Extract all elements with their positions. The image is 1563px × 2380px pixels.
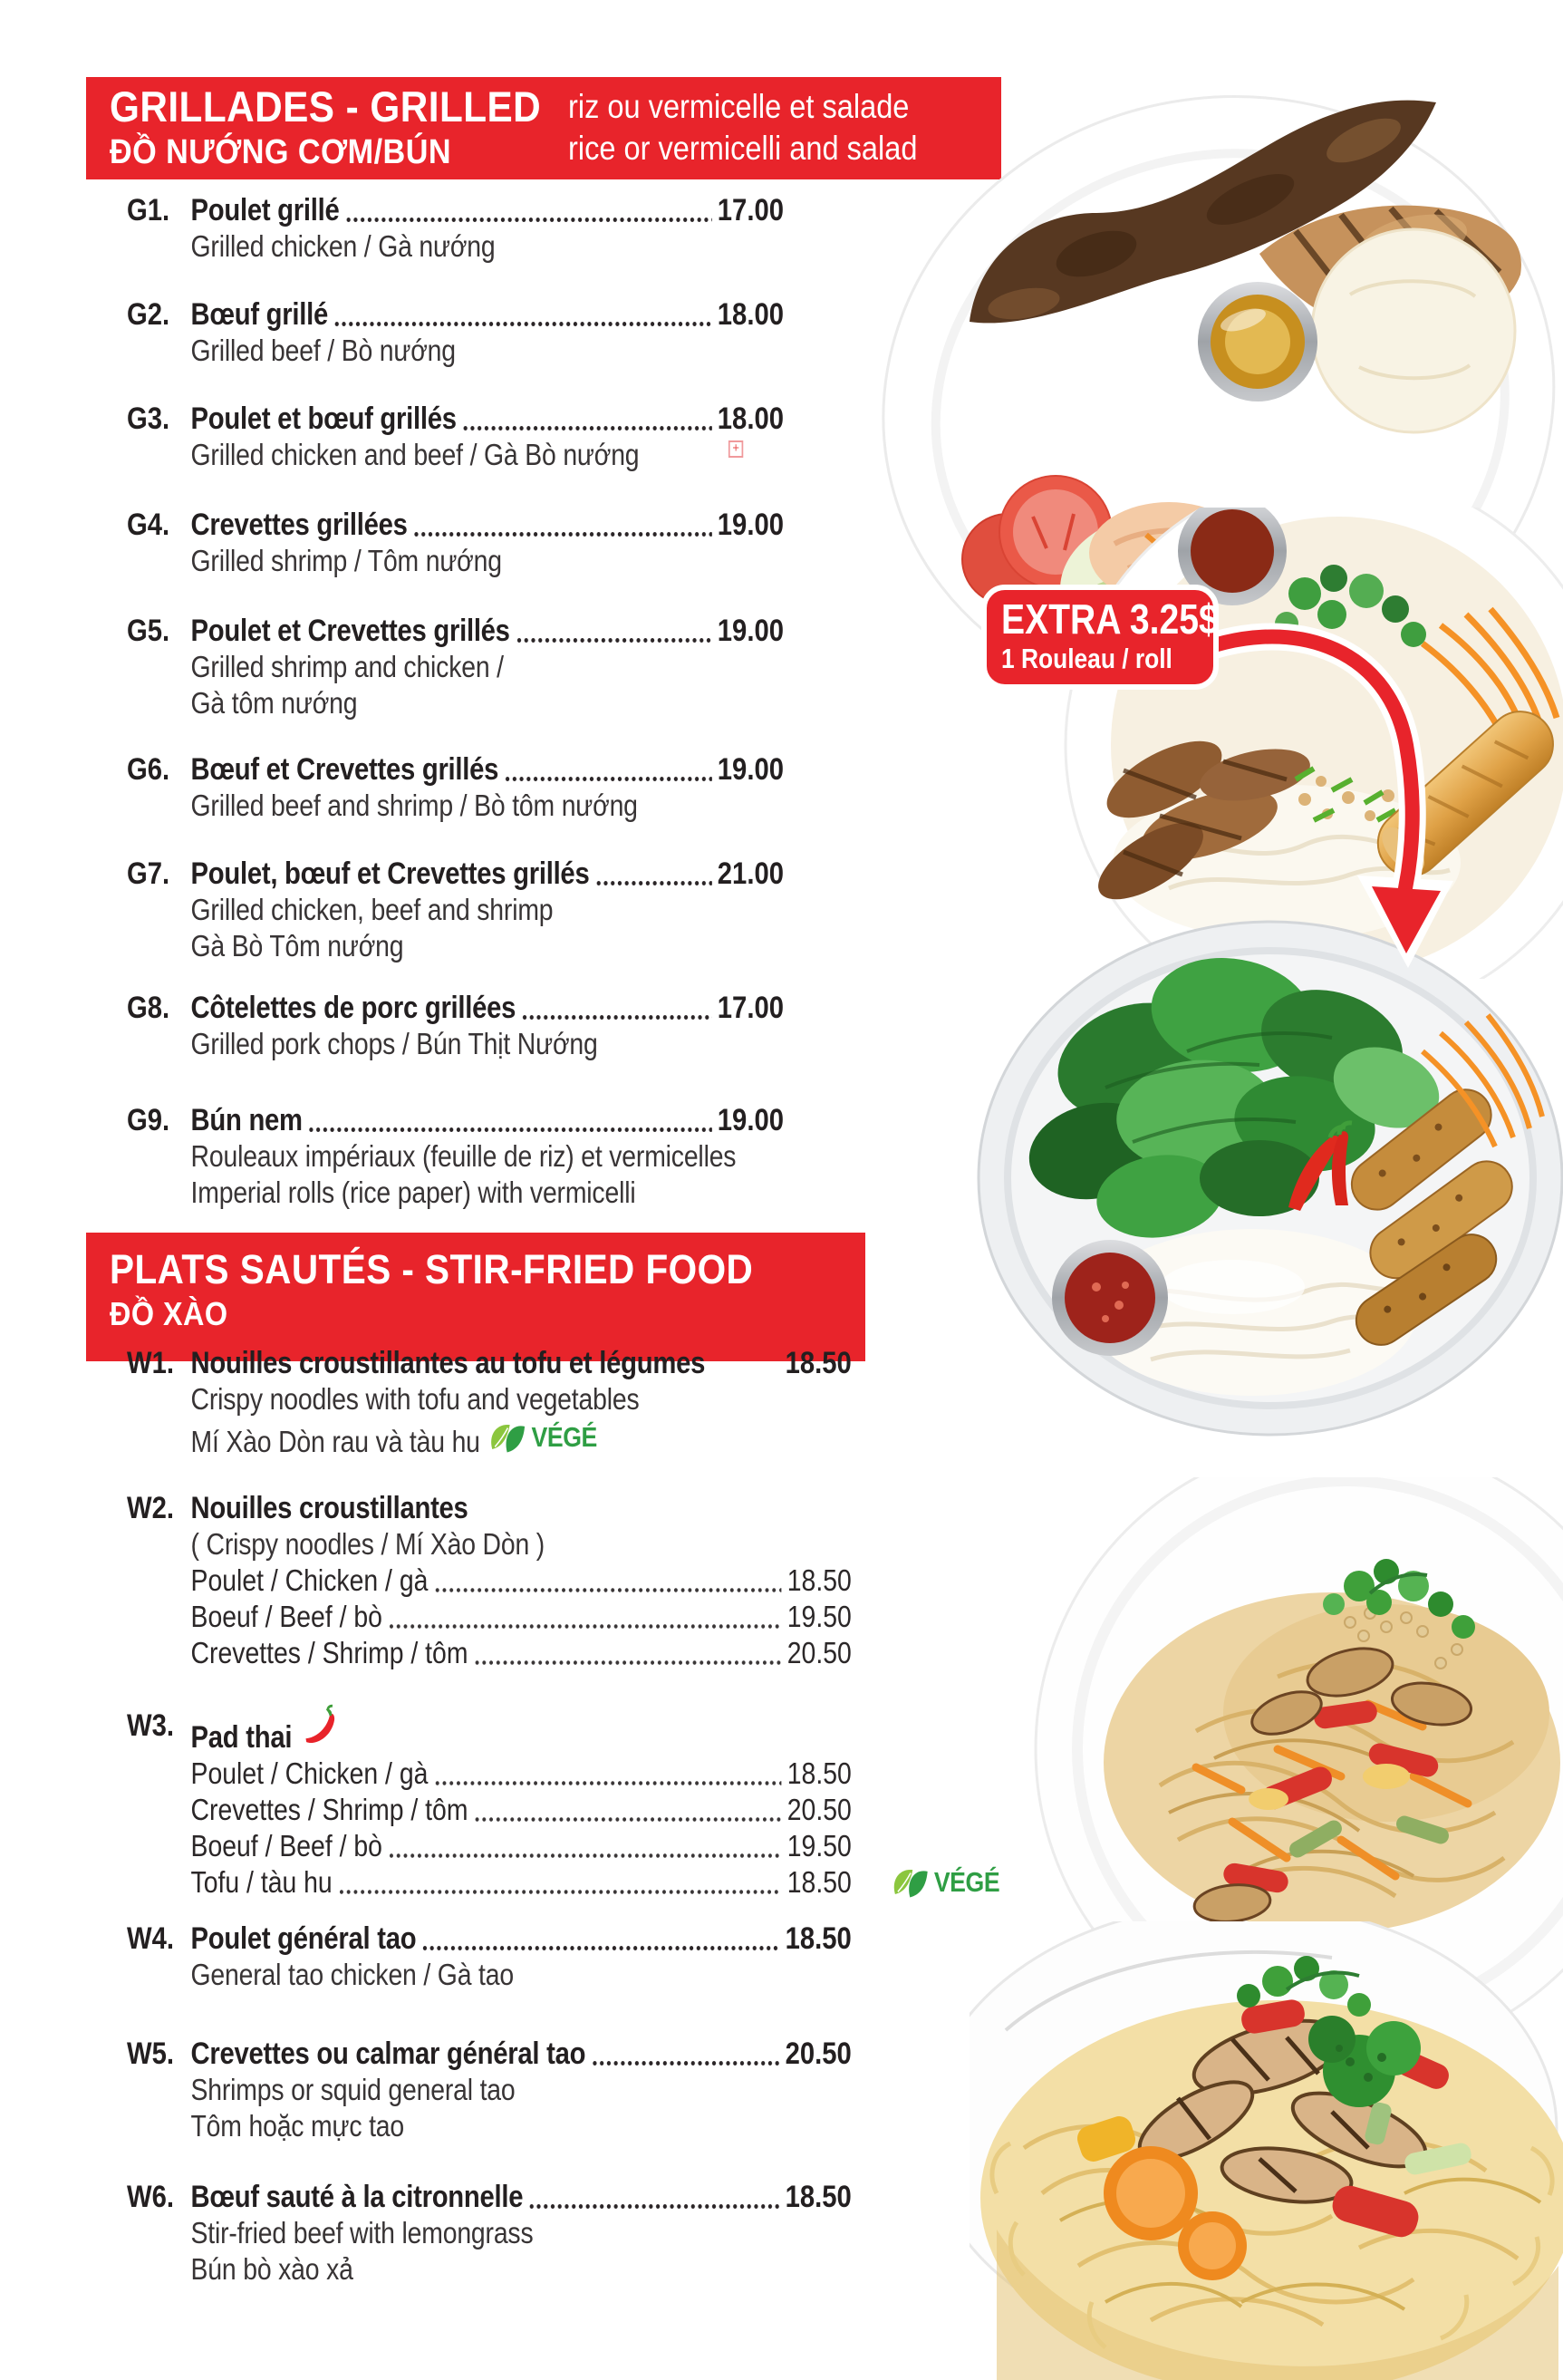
item-code: W4. [127, 1921, 174, 1956]
menu-item-g3 [127, 401, 784, 473]
menu-item-g7 [127, 856, 784, 964]
variant-name: Tofu / tàu hu [190, 1865, 333, 1899]
item-subtitle: ( Crispy noodles / Mí Xào Dòn ) [190, 1527, 545, 1561]
variant-row [191, 1756, 852, 1792]
photo-herb-platter-imperial-rolls [970, 906, 1563, 1441]
menu-item-w5 [127, 2036, 852, 2144]
section-title-fr: PLATS SAUTÉS - STIR-FRIED FOOD [110, 1246, 754, 1292]
dot-leader [413, 530, 712, 538]
variant-row [191, 1562, 852, 1599]
dot-leader [516, 636, 712, 644]
item-price: 21.00 [717, 856, 784, 891]
item-name: Crevettes ou calmar général tao [190, 2037, 586, 2071]
dot-leader [433, 1779, 781, 1787]
dot-leader [528, 2202, 779, 2211]
dot-leader [421, 1944, 779, 1952]
spacer [710, 1369, 779, 1377]
menu-item-g5 [127, 613, 784, 721]
section-title-vi: ĐỒ XÀO [110, 1295, 228, 1332]
vege-label: VÉGÉ [933, 1866, 1000, 1898]
item-name: Crevettes grillées [190, 508, 408, 542]
section-title-fr: GRILLADES - GRILLED [110, 82, 542, 131]
section-subtitle-en: rice or vermicelli and salad [568, 130, 918, 167]
dot-leader [433, 1586, 781, 1594]
item-desc: Stir-fried beef with lemongrass [190, 2216, 534, 2249]
item-desc: Grilled chicken, beef and shrimp [190, 893, 554, 926]
menu-item-g9 [127, 1102, 784, 1211]
item-price: 18.00 [717, 297, 784, 332]
chili-icon [296, 1703, 345, 1756]
item-price: 19.00 [717, 752, 784, 787]
arrow-icon [1178, 580, 1468, 970]
item-code: G6. [127, 752, 170, 787]
item-desc: Grilled chicken and beef / Gà Bò nướng [190, 438, 640, 471]
variant-name: Poulet / Chicken / gà [190, 1756, 429, 1790]
variant-price: 19.50 [786, 1600, 852, 1633]
variant-price: 20.50 [786, 1636, 852, 1669]
item-price: 19.00 [717, 614, 784, 648]
item-desc: Gà Bò Tôm nướng [190, 929, 404, 963]
item-desc: Shrimps or squid general tao [190, 2073, 516, 2106]
item-name: Bœuf sauté à la citronnelle [190, 2180, 524, 2214]
item-desc [191, 1417, 852, 1460]
item-price: 17.00 [717, 991, 784, 1025]
variant-row [191, 1828, 852, 1864]
item-desc: Crispy noodles with tofu and vegetables [190, 1382, 640, 1416]
item-code: G5. [127, 614, 170, 648]
menu-item-g8 [127, 990, 784, 1062]
item-desc: Grilled chicken / Gà nướng [190, 229, 496, 263]
section-header-grilled [86, 77, 1001, 179]
item-code: G8. [127, 991, 170, 1025]
dot-leader [504, 775, 712, 783]
item-desc-text: Mí Xào Dòn rau và tàu hu [190, 1425, 480, 1458]
vege-icon [890, 1862, 999, 1902]
vege-label: VÉGÉ [531, 1421, 597, 1453]
vege-icon [487, 1417, 597, 1457]
item-price: 17.00 [717, 193, 784, 227]
menu-item-w1 [127, 1345, 852, 1460]
item-code: W1. [127, 1346, 174, 1380]
item-code: G4. [127, 508, 170, 542]
item-desc: Grilled beef and shrimp / Bò tôm nướng [190, 788, 638, 822]
photo-crispy-noodle-nest [970, 1921, 1563, 2380]
item-code: W2. [127, 1491, 174, 1525]
variant-price: 18.50 [786, 1563, 852, 1597]
variant-row [190, 1864, 1000, 1901]
item-name: Bún nem [190, 1103, 303, 1137]
plus-marker: + [728, 440, 743, 458]
item-code: W3. [127, 1708, 174, 1743]
dot-leader [591, 2059, 779, 2067]
menu-item-w4 [127, 1920, 852, 1993]
item-price: 20.50 [785, 2037, 852, 2071]
variant-row [191, 1792, 852, 1828]
section-title-vi: ĐỒ NƯỚNG CƠM/BÚN [110, 133, 452, 171]
item-desc: Imperial rolls (rice paper) with vermicelli [190, 1175, 636, 1209]
menu-item-w2 [127, 1490, 852, 1671]
variant-row [191, 1635, 852, 1671]
variant-price: 19.50 [786, 1829, 852, 1862]
variant-name: Boeuf / Beef / bò [190, 1600, 382, 1633]
item-name: Nouilles croustillantes [190, 1491, 468, 1525]
item-price: 18.00 [717, 402, 784, 436]
item-name: Poulet général tao [190, 1921, 417, 1956]
menu-item-g1 [127, 192, 784, 265]
item-desc: Tôm hoặc mực tao [190, 2109, 405, 2143]
menu-item-g2 [127, 296, 784, 369]
dot-leader [308, 1126, 712, 1134]
dot-leader [473, 1815, 781, 1824]
item-code: G3. [127, 402, 170, 436]
item-desc: Bún bò xào xả [190, 2252, 353, 2286]
item-name: Pad thai [190, 1720, 293, 1755]
section-subtitle-fr: riz ou vermicelle et salade [568, 88, 910, 125]
item-code: W5. [127, 2037, 174, 2071]
variant-name: Crevettes / Shrimp / tôm [190, 1793, 468, 1826]
variant-price: 18.50 [786, 1756, 852, 1790]
item-price: 18.50 [785, 2180, 852, 2214]
item-name: Poulet et Crevettes grillés [190, 614, 510, 648]
menu-item-g4 [127, 507, 784, 579]
dot-leader [338, 1888, 782, 1896]
variant-price: 20.50 [786, 1793, 852, 1826]
item-desc: Rouleaux impériaux (feuille de riz) et vermicelles [190, 1139, 737, 1173]
item-price: 18.50 [785, 1921, 852, 1956]
menu-item-w3 [127, 1708, 1000, 1901]
item-desc: Grilled shrimp / Tôm nướng [190, 544, 502, 577]
item-name: Poulet, bœuf et Crevettes grillés [190, 856, 590, 891]
dot-leader [388, 1622, 782, 1630]
menu-item-g6 [127, 751, 784, 824]
item-name: Poulet grillé [190, 193, 340, 227]
section-header-stirfried [86, 1233, 865, 1361]
dot-leader [388, 1852, 782, 1860]
item-name: Poulet et bœuf grillés [190, 402, 457, 436]
item-code: W6. [127, 2180, 174, 2214]
variant-price: 18.50 [786, 1865, 852, 1899]
item-desc: Grilled pork chops / Bún Thịt Nướng [190, 1027, 598, 1060]
item-code: G7. [127, 856, 170, 891]
item-price: 19.00 [717, 508, 784, 542]
dot-leader [521, 1013, 712, 1021]
variant-row [191, 1599, 852, 1635]
dot-leader [345, 216, 712, 224]
item-name: Côtelettes de porc grillées [190, 991, 516, 1025]
item-desc: General tao chicken / Gà tao [190, 1958, 514, 1991]
variant-name: Poulet / Chicken / gà [190, 1563, 429, 1597]
variant-name: Boeuf / Beef / bò [190, 1829, 382, 1862]
menu-item-w6 [127, 2179, 852, 2288]
item-code: G1. [127, 193, 170, 227]
dot-leader [333, 320, 712, 328]
item-desc: Grilled beef / Bò nướng [190, 334, 456, 367]
item-price: 18.50 [785, 1346, 852, 1380]
extra-badge-roll: 1 Rouleau / roll [1001, 643, 1172, 674]
variant-name: Crevettes / Shrimp / tôm [190, 1636, 468, 1669]
item-name: Nouilles croustillantes au tofu et légumes [190, 1346, 706, 1380]
dot-leader [594, 879, 711, 887]
dot-leader [473, 1659, 781, 1667]
item-code: G2. [127, 297, 170, 332]
item-code: G9. [127, 1103, 170, 1137]
item-price: 19.00 [717, 1103, 784, 1137]
item-name: Bœuf et Crevettes grillés [190, 752, 499, 787]
extra-roll-badge [981, 585, 1219, 690]
dot-leader [462, 424, 712, 432]
item-desc: Grilled shrimp and chicken / [190, 650, 504, 683]
item-name: Bœuf grillé [190, 297, 329, 332]
extra-badge-price: EXTRA 3.25$ [1001, 595, 1219, 643]
item-desc: Gà tôm nướng [190, 686, 358, 720]
